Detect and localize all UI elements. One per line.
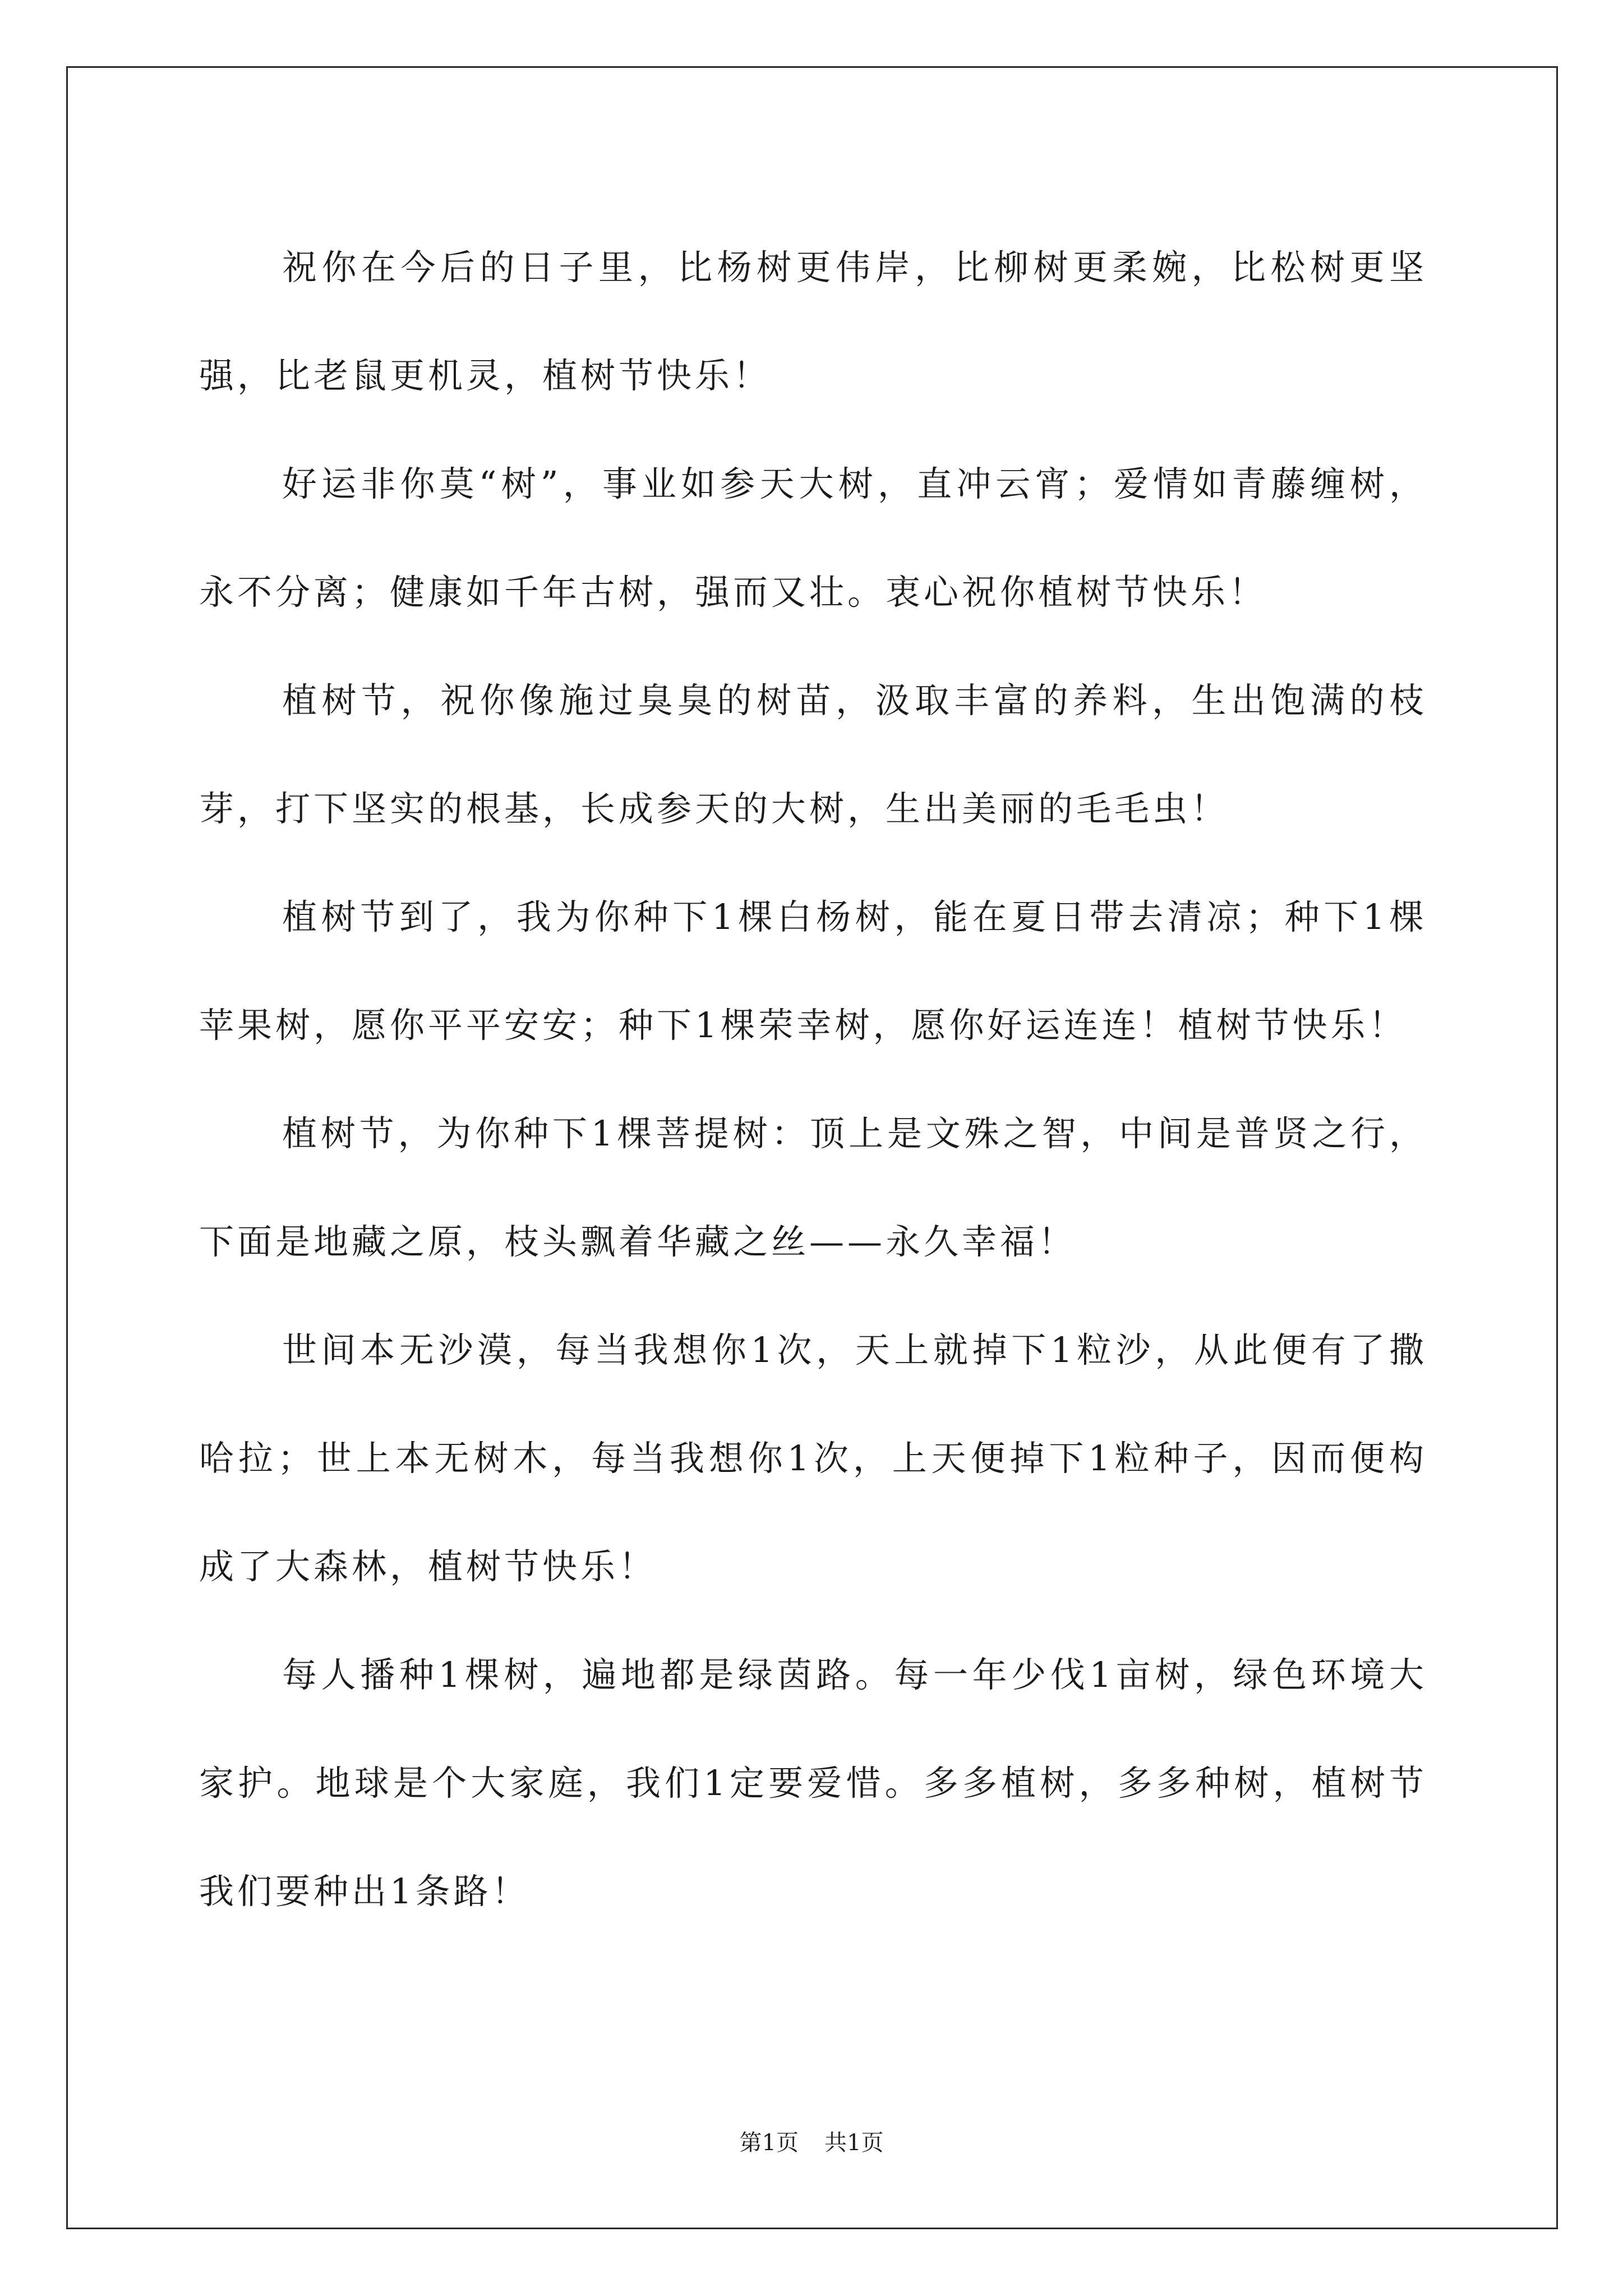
paragraph: 好运非你莫“树”，事业如参天大树，直冲云宵；爱情如青藤缠树，永不分离；健康如千年古树，强而又壮。衷心祝你植树节快乐！ [199,463,1427,613]
page-footer [0,2126,1623,2160]
page-number-current: 第1页 [739,2130,799,2156]
page-number-total: 共1页 [824,2130,884,2156]
paragraph: 植树节，祝你像施过臭臭的树苗，汲取丰富的养料，生出饱满的枝芽，打下坚实的根基，长成参天的大树，生出美丽的毛毛虫！ [199,680,1427,829]
paragraph: 每人播种1棵树，遍地都是绿茵路。每一年少伐1亩树，绿色环境大家护。地球是个大家庭，我们1定要爱惜。多多植树，多多种树，植树节我们要种出1条路！ [199,1654,1427,1912]
paragraph: 祝你在今后的日子里，比杨树更伟岸，比柳树更柔婉，比松树更坚强，比老鼠更机灵，植树节快乐！ [199,247,1427,396]
paragraph: 植树节，为你种下1棵菩提树：顶上是文殊之智，中间是普贤之行，下面是地藏之原，枝头飘着华藏之丝——永久幸福！ [199,1113,1427,1262]
document-body [199,213,1427,1945]
paragraph: 植树节到了，我为你种下1棵白杨树，能在夏日带去清凉；种下1棵苹果树，愿你平平安安；种下1棵荣幸树，愿你好运连连！植树节快乐！ [199,896,1427,1046]
paragraph: 世间本无沙漠，每当我想你1次，天上就掉下1粒沙，从此便有了撒哈拉；世上本无树木，每当我想你1次，上天便掉下1粒种子，因而便构成了大森林，植树节快乐！ [199,1329,1427,1587]
